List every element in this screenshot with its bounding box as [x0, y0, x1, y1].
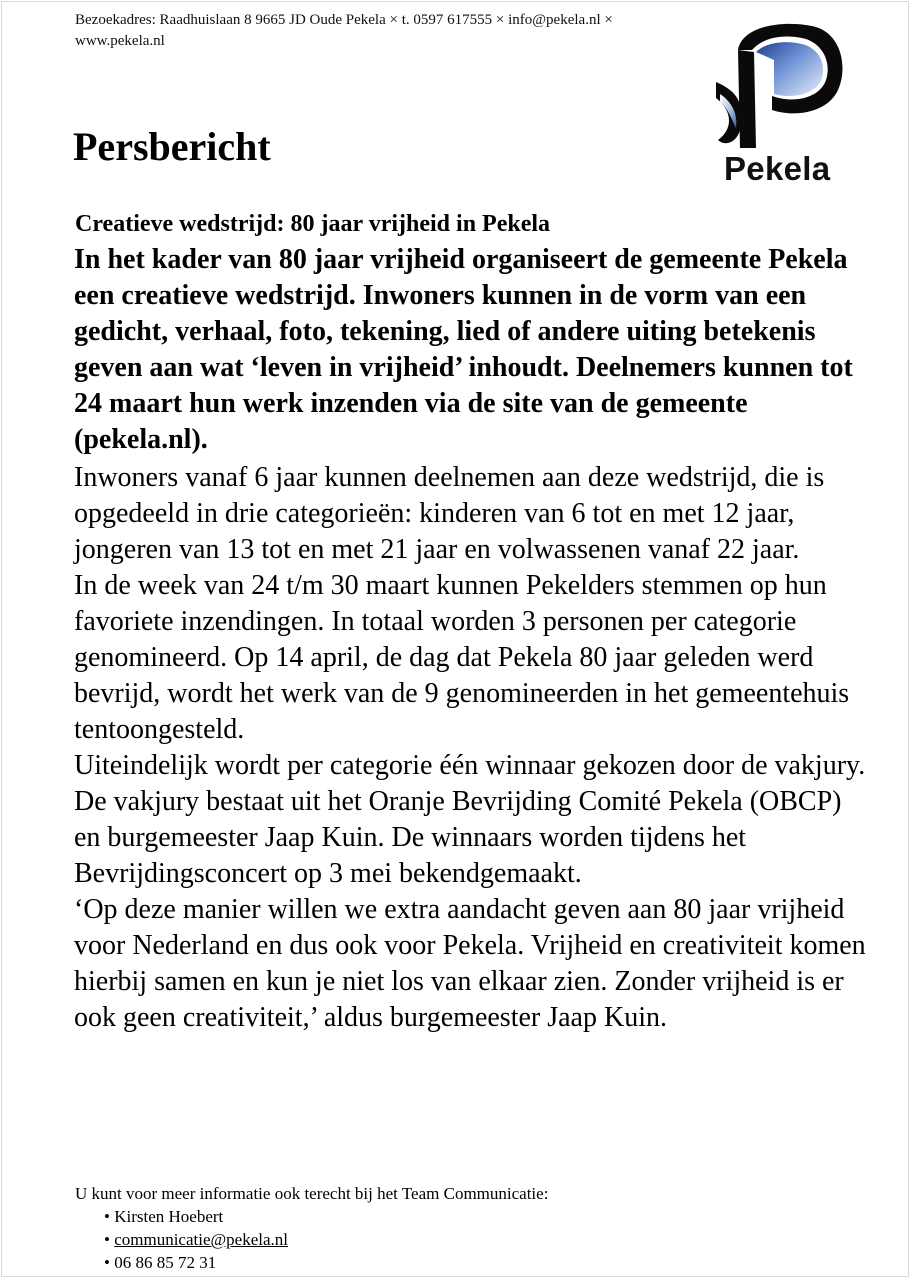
contact-name-text: Kirsten Hoebert	[114, 1207, 224, 1226]
body-text	[74, 460, 874, 1036]
paragraph-participants: Inwoners vanaf 6 jaar kunnen deelnemen aan deze wedstrijd, die is opgedeeld in drie categorieën: kinderen van 6 tot en met 12 jaar, jongeren van 13 tot en met 21 jaar en volwassenen vanaf 22 jaar.	[74, 462, 825, 565]
contact-phone-text: 06 86 85 72 31	[114, 1253, 217, 1272]
document-subtitle: Creatieve wedstrijd: 80 jaar vrijheid in Pekela	[75, 211, 551, 237]
footer-contact-list	[104, 1205, 288, 1274]
document-title: Persbericht	[73, 124, 271, 169]
contact-email	[104, 1228, 288, 1251]
paragraph-quote: ‘Op deze manier willen we extra aandacht geven aan 80 jaar vrijheid voor Nederland en dus ook voor Pekela. Vrijheid en creativiteit komen hierbij samen en kun je niet los van elkaar zien. Zonder vrijheid is er ook geen creativiteit,’ aldus burgemeester Jaap Kuin.	[74, 894, 866, 1033]
contact-email-link[interactable]: communicatie@pekela.nl	[114, 1230, 288, 1249]
contact-phone	[104, 1251, 288, 1274]
paragraph-jury: Uiteindelijk wordt per categorie één winnaar gekozen door de vakjury. De vakjury bestaat uit het Oranje Bevrijding Comité Pekela (OBCP) en burgemeester Jaap Kuin. De winnaars worden tijdens het Bevrijdingsconcert op 3 mei bekendgemaakt.	[74, 750, 866, 889]
paragraph-voting: In de week van 24 t/m 30 maart kunnen Pekelders stemmen op hun favoriete inzendingen. In totaal worden 3 personen per categorie genomineerd. Op 14 april, de dag dat Pekela 80 jaar geleden werd bevrijd, wordt het werk van de 9 genomineerden in het gemeentehuis tentoongesteld.	[74, 570, 850, 745]
pekela-logo-mark-icon	[712, 20, 852, 155]
logo-wordmark: Pekela	[724, 150, 831, 187]
contact-name	[104, 1205, 288, 1228]
contact-address: Bezoekadres: Raadhuislaan 8 9665 JD Oude Pekela × t. 0597 617555 × info@pekela.nl × www.pekela.nl	[75, 12, 613, 49]
lead-paragraph: In het kader van 80 jaar vrijheid organiseert de gemeente Pekela een creatieve wedstrijd. Inwoners kunnen in de vorm van een gedicht, verhaal, foto, tekening, lied of andere uiting betekenis geven aan wat ‘leven in vrijheid’ inhoudt. Deelnemers kunnen tot 24 maart hun werk inzenden via de site van de gemeente (pekela.nl).	[74, 244, 853, 455]
footer-note: U kunt voor meer informatie ook terecht bij het Team Communicatie:	[75, 1184, 549, 1203]
